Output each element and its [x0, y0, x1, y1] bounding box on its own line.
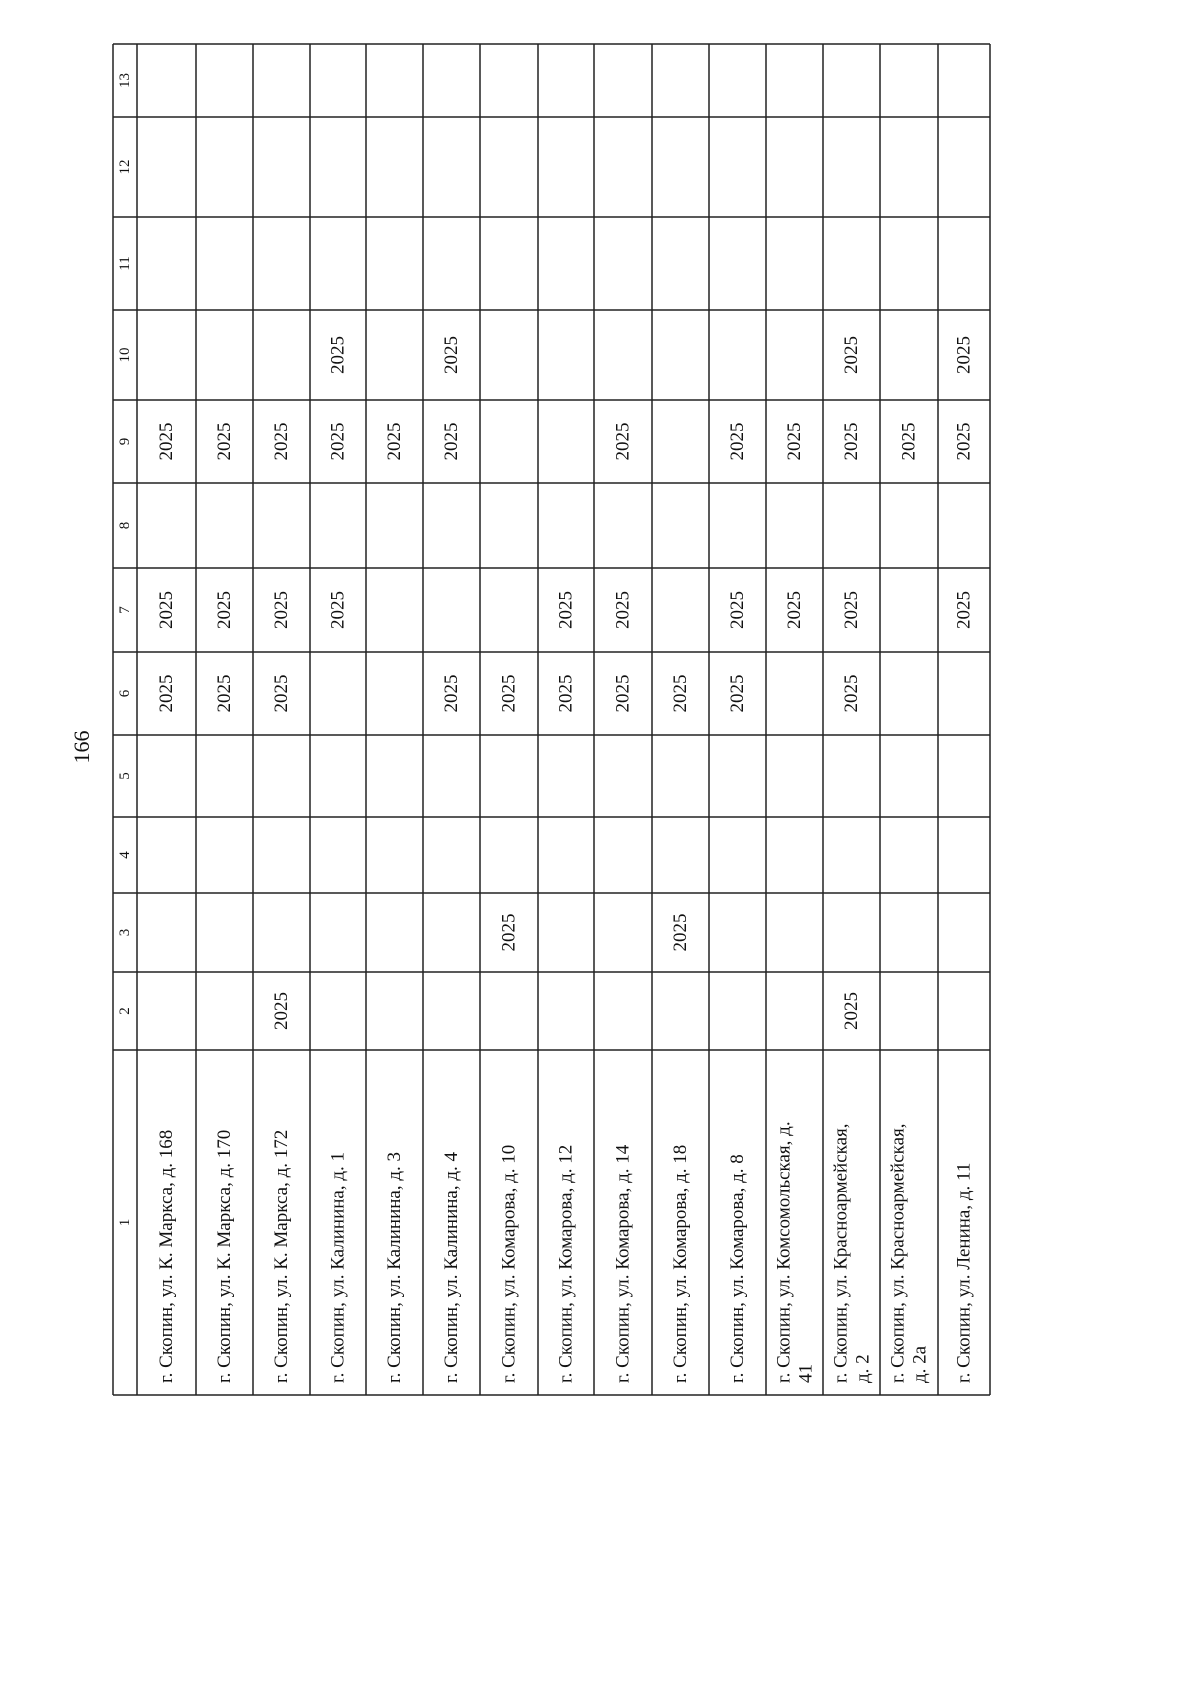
year-cell: 2025: [555, 591, 577, 629]
address-cell: г. Скопин, ул. Комарова, д. 12: [555, 1144, 577, 1383]
year-cell: 2025: [727, 674, 748, 713]
column-header: 4: [117, 851, 133, 859]
year-cell: 2025: [271, 674, 292, 713]
year-cell: 2025: [441, 336, 462, 374]
year-cell: 2025: [953, 336, 975, 374]
year-cell: 2025: [670, 674, 691, 713]
year-cell: 2025: [271, 992, 292, 1030]
address-cell: г. Скопин, ул. Комарова, д. 14: [612, 1144, 634, 1383]
address-cell: г. Скопин, ул. К. Маркса, д. 170: [214, 1129, 235, 1383]
year-cell: 2025: [953, 422, 975, 461]
year-cell: 2025: [841, 674, 862, 713]
year-cell: 2025: [727, 591, 748, 629]
address-cell: г. Скопин, ул. Комсомольская, д.: [773, 1121, 795, 1383]
address-cell: г. Скопин, ул. Красноармейская,: [887, 1123, 909, 1383]
column-header: 2: [117, 1007, 133, 1015]
year-cell: 2025: [953, 591, 975, 629]
year-cell: 2025: [156, 591, 177, 629]
column-header: 12: [117, 159, 133, 175]
address-cell: г. Скопин, ул. Красноармейская,: [830, 1123, 852, 1383]
year-cell: 2025: [214, 422, 235, 461]
year-cell: 2025: [441, 422, 462, 461]
address-cell: г. Скопин, ул. К. Маркса, д. 168: [156, 1129, 177, 1383]
column-header: 6: [117, 689, 133, 698]
year-cell: 2025: [612, 674, 634, 713]
address-cell: г. Скопин, ул. Комарова, д. 10: [498, 1144, 520, 1383]
year-cell: 2025: [784, 422, 805, 461]
address-cell: г. Скопин, ул. К. Маркса, д. 172: [271, 1129, 292, 1383]
address-cell: д. 2: [852, 1354, 874, 1383]
year-cell: 2025: [841, 992, 862, 1030]
year-cell: 2025: [327, 422, 349, 461]
column-header: 9: [117, 437, 133, 446]
year-cell: 2025: [841, 591, 862, 629]
year-cell: 2025: [271, 591, 292, 629]
column-header: 1: [117, 1218, 133, 1227]
address-cell: г. Скопин, ул. Калинина, д. 1: [327, 1151, 349, 1383]
column-header: 13: [117, 73, 133, 88]
year-cell: 2025: [327, 336, 349, 374]
address-cell: г. Скопин, ул. Комарова, д. 18: [670, 1144, 691, 1383]
column-header: 11: [117, 256, 133, 271]
year-cell: 2025: [384, 422, 405, 461]
page-number: 166: [69, 730, 94, 764]
address-cell: г. Скопин, ул. Калинина, д. 3: [384, 1151, 405, 1383]
year-cell: 2025: [271, 422, 292, 461]
year-cell: 2025: [841, 336, 862, 374]
column-header: 10: [117, 347, 133, 363]
year-cell: 2025: [156, 422, 177, 461]
year-cell: 2025: [327, 591, 349, 629]
address-cell: 41: [795, 1364, 817, 1383]
address-cell: г. Скопин, ул. Ленина, д. 11: [953, 1162, 975, 1383]
year-cell: 2025: [841, 422, 862, 461]
column-header: 7: [117, 606, 133, 614]
year-cell: 2025: [498, 674, 520, 713]
year-cell: 2025: [727, 422, 748, 461]
column-header: 8: [117, 521, 133, 530]
year-cell: 2025: [612, 422, 634, 461]
column-header: 5: [117, 772, 133, 780]
year-cell: 2025: [670, 913, 691, 952]
year-cell: 2025: [612, 591, 634, 629]
address-cell: г. Скопин, ул. Калинина, д. 4: [441, 1151, 462, 1383]
address-cell: д. 2а: [909, 1345, 931, 1383]
column-header: 3: [117, 928, 133, 937]
year-cell: 2025: [555, 674, 577, 713]
year-cell: 2025: [441, 674, 462, 713]
year-cell: 2025: [214, 591, 235, 629]
year-cell: 2025: [156, 674, 177, 713]
year-cell: 2025: [214, 674, 235, 713]
year-cell: 2025: [784, 591, 805, 629]
year-cell: 2025: [898, 422, 920, 461]
year-cell: 2025: [498, 913, 520, 952]
address-cell: г. Скопин, ул. Комарова, д. 8: [727, 1154, 748, 1383]
